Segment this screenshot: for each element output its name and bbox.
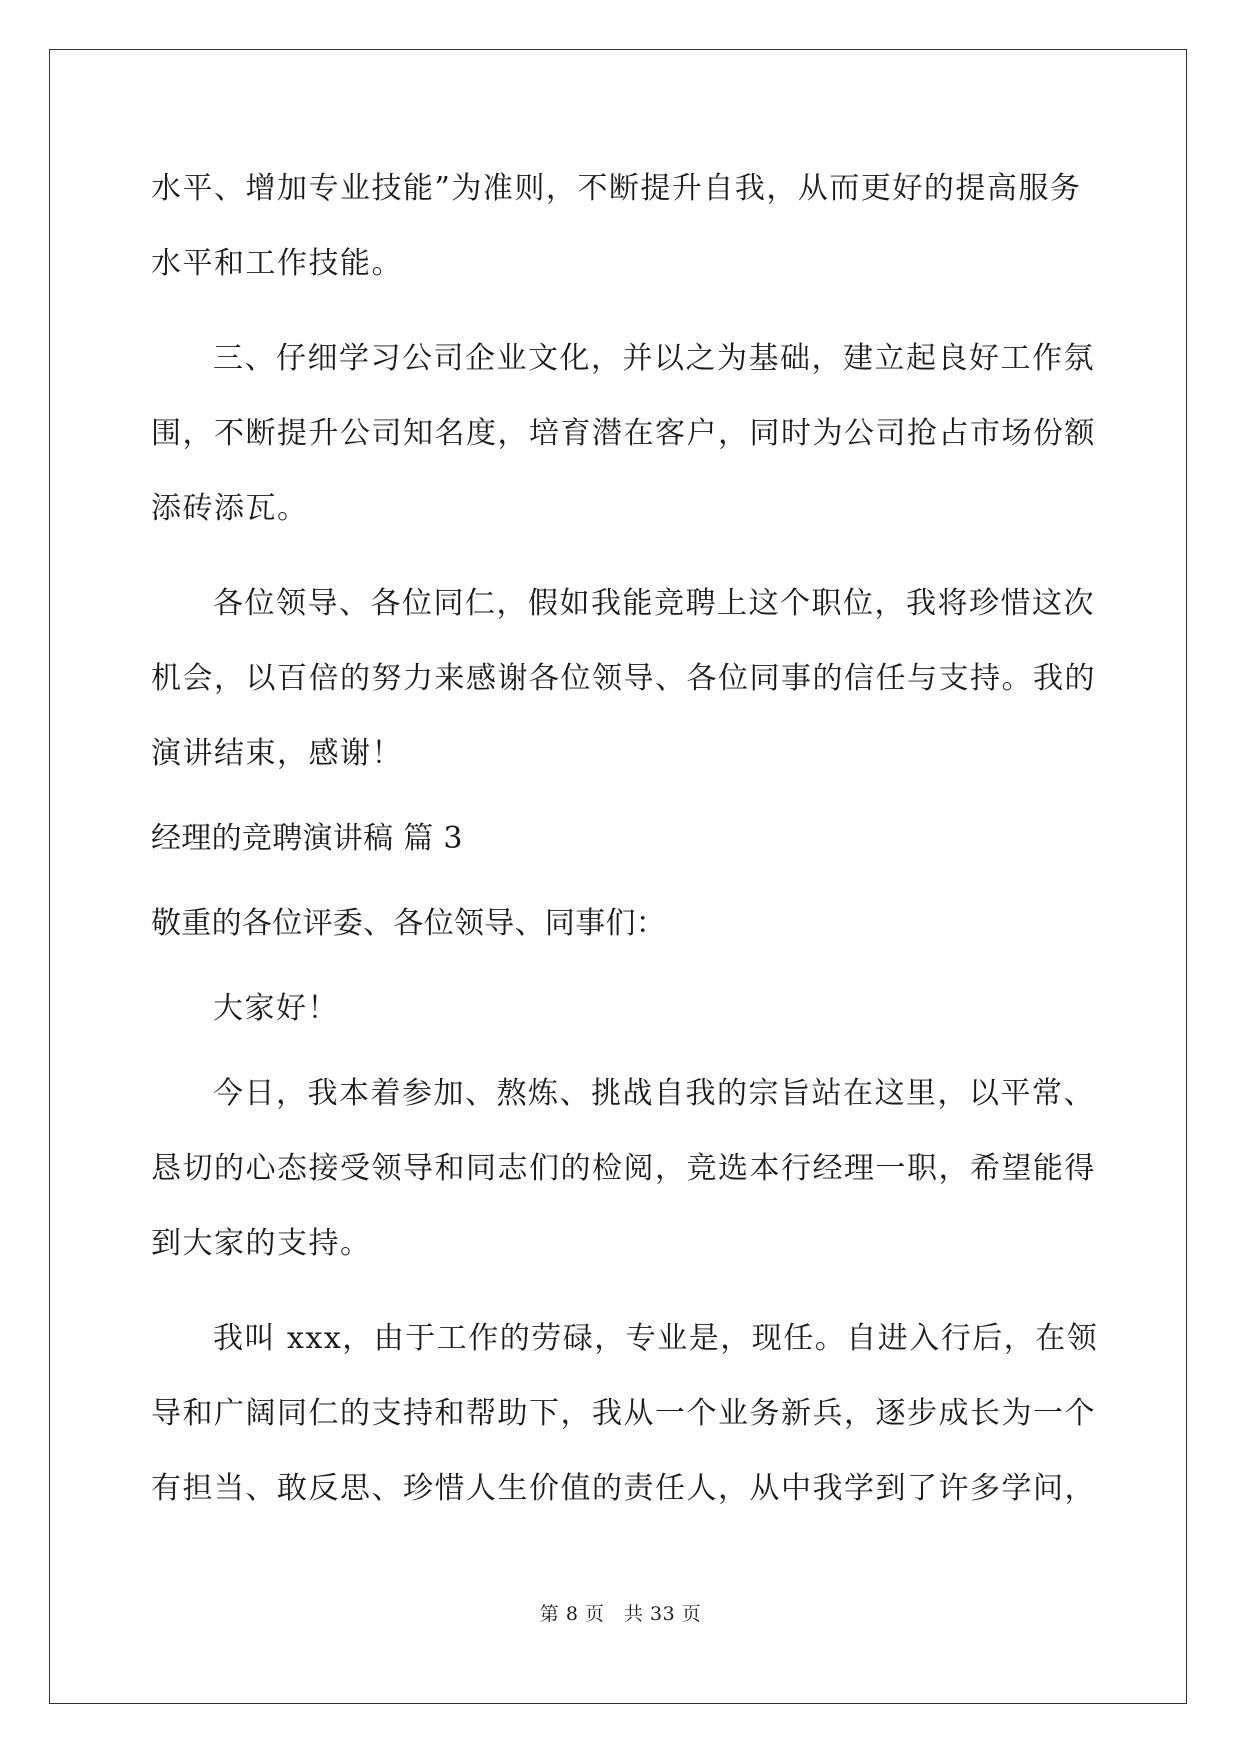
paragraph-line: 我叫 xxx，由于工作的劳碌，专业是，现任。自进入行后，在领 [213, 1321, 1099, 1356]
greeting: 大家好！ [213, 991, 339, 1026]
paragraph-line: 到大家的支持。 [151, 1226, 372, 1261]
paragraph-line: 导和广阔同仁的支持和帮助下，我从一个业务新兵，逐步成长为一个 [151, 1396, 1096, 1431]
paragraph-line: 三、仔细学习公司企业文化，并以之为基础，建立起良好工作氛 [213, 341, 1095, 376]
paragraph-line: 各位领导、各位同仁，假如我能竞聘上这个职位，我将珍惜这次 [213, 586, 1095, 621]
page-number-footer: 第 8 页 共 33 页 [539, 1603, 702, 1625]
paragraph-line: 水平和工作技能。 [151, 246, 403, 281]
paragraph-line: 今日，我本着参加、熬炼、挑战自我的宗旨站在这里，以平常、 [213, 1076, 1095, 1111]
salutation: 敬重的各位评委、各位领导、同事们： [151, 906, 667, 941]
paragraph-line: 添砖添瓦。 [151, 491, 309, 526]
paragraph-line: 恳切的心态接受领导和同志们的检阅，竞选本行经理一职，希望能得 [151, 1151, 1096, 1186]
page-border [49, 49, 1187, 1704]
section-heading: 经理的竞聘演讲稿 篇 3 [151, 821, 463, 856]
paragraph-line: 水平、增加专业技能”为准则，不断提升自我，从而更好的提高服务 [151, 171, 1082, 206]
paragraph-line: 机会，以百倍的努力来感谢各位领导、各位同事的信任与支持。我的 [151, 661, 1096, 696]
paragraph-line: 演讲结束，感谢！ [151, 736, 403, 771]
paragraph-line: 围，不断提升公司知名度，培育潜在客户，同时为公司抢占市场份额 [151, 416, 1096, 451]
paragraph-line: 有担当、敢反思、珍惜人生价值的责任人，从中我学到了许多学问， [151, 1471, 1096, 1506]
